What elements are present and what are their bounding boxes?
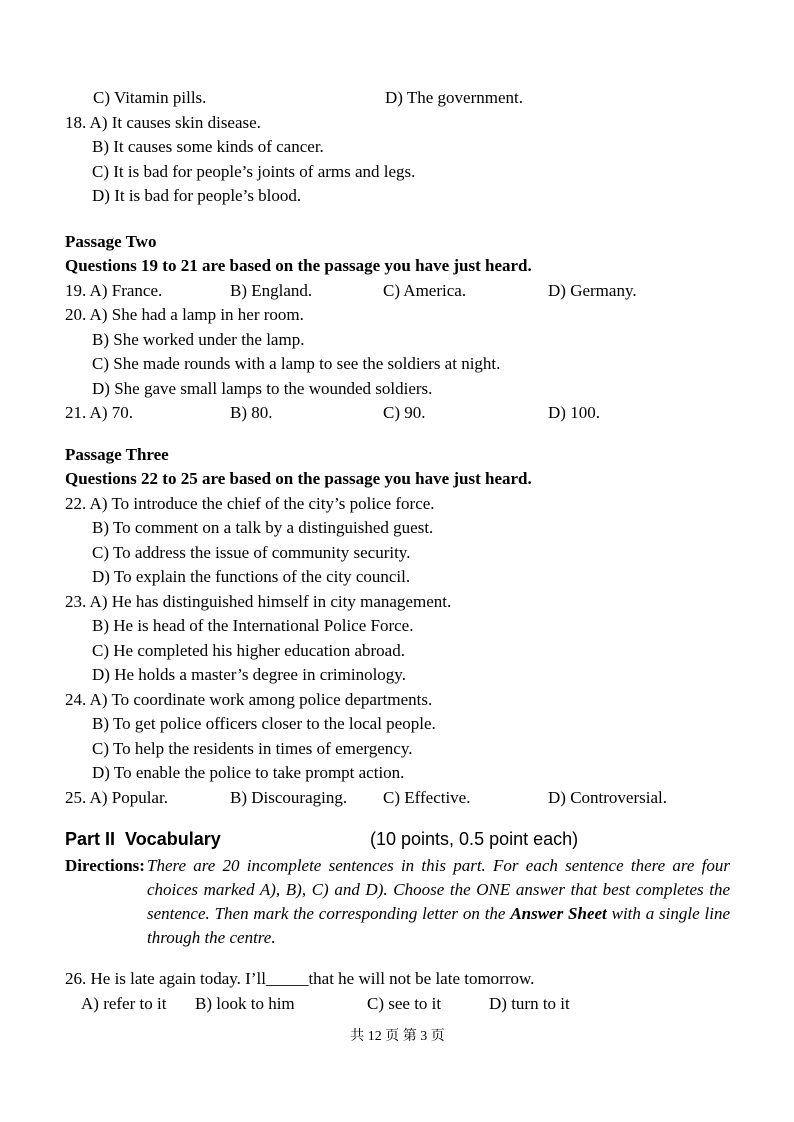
question-20-option-c: C) She made rounds with a lamp to see the soldiers at night.	[92, 354, 501, 373]
question-18-option-b: B) It causes some kinds of cancer.	[92, 137, 324, 156]
question-23-stem: 23. A) He has distinguished himself in city management.	[65, 591, 452, 611]
question-20-option-d: D) She gave small lamps to the wounded soldiers.	[92, 378, 433, 398]
section-gap	[65, 209, 730, 230]
question-21-row	[65, 401, 730, 426]
question-22-option-c: C) To address the issue of community security.	[92, 542, 411, 562]
directions-answer-sheet: Answer Sheet	[510, 904, 607, 923]
question-18-option-d: D) It is bad for people’s blood.	[92, 186, 302, 205]
question-25-option-c: C) Effective.	[383, 787, 471, 807]
question-25-option-d: D) Controversial.	[548, 787, 667, 807]
question-20-option-b: B) She worked under the lamp.	[92, 329, 305, 349]
question-25-row	[65, 786, 730, 811]
question-20-stem: 20. A) She had a lamp in her room.	[65, 305, 304, 324]
question-17-option-c: C) Vitamin pills.	[93, 88, 207, 107]
directions-text-2: with a single line through the centre.	[147, 904, 730, 947]
page-footer: 共 12 页 第 3 页	[350, 1029, 445, 1044]
directions-label: Directions:	[65, 856, 145, 875]
question-23-option-c: C) He completed his higher education abroad.	[92, 640, 405, 660]
question-19-row	[65, 279, 730, 304]
passage-three-intro: Questions 22 to 25 are based on the passage you have just heard.	[65, 469, 532, 488]
section-gap	[65, 810, 730, 824]
part2-title: Part II Vocabulary	[65, 829, 221, 849]
question-19-option-b: B) England.	[230, 280, 313, 300]
passage-two-intro: Questions 19 to 21 are based on the passage you have just heard.	[65, 256, 532, 275]
question-21-option-a: 21. A) 70.	[65, 403, 133, 422]
question-17-options-row	[65, 86, 730, 111]
question-17-option-d: D) The government.	[385, 88, 524, 107]
question-26-option-d: D) turn to it	[489, 993, 570, 1013]
question-22-stem: 22. A) To introduce the chief of the city’s police force.	[65, 493, 435, 513]
question-18-option-c: C) It is bad for people’s joints of arms and legs.	[92, 161, 416, 181]
question-22-option-b: B) To comment on a talk by a distinguished guest.	[92, 518, 434, 537]
section-gap	[65, 950, 730, 967]
question-26-option-c: C) see to it	[367, 993, 442, 1013]
part2-directions	[65, 854, 730, 950]
question-24-stem: 24. A) To coordinate work among police departments.	[65, 689, 433, 709]
question-26-options-row	[65, 992, 730, 1017]
question-19-option-d: D) Germany.	[548, 280, 637, 300]
question-24-option-c: C) To help the residents in times of emergency.	[92, 738, 413, 758]
section-gap	[65, 1016, 730, 1027]
question-25-option-b: B) Discouraging.	[230, 787, 348, 807]
part2-points: (10 points, 0.5 point each)	[370, 829, 579, 849]
question-21-option-b: B) 80.	[230, 403, 273, 422]
passage-two-title: Passage Two	[65, 231, 157, 251]
question-26-option-b: B) look to him	[195, 993, 295, 1013]
question-18-stem: 18. A) It causes skin disease.	[65, 112, 261, 132]
question-21-option-d: D) 100.	[548, 403, 600, 422]
question-21-option-c: C) 90.	[383, 403, 426, 422]
question-23-option-b: B) He is head of the International Police Force.	[92, 616, 414, 635]
passage-three-title: Passage Three	[65, 444, 169, 464]
question-24-option-b: B) To get police officers closer to the local people.	[92, 714, 436, 733]
part2-heading-row	[65, 824, 730, 854]
question-24-option-d: D) To enable the police to take prompt action.	[92, 763, 405, 782]
question-22-option-d: D) To explain the functions of the city council.	[92, 567, 411, 586]
directions-text-1: There are 20 incomplete sentences in this part. For each sentence there are four choices marked A), B), C) and D). Choose the ONE answer that best completes the sentence. Then mark the corresponding letter on the	[147, 856, 730, 923]
question-23-option-d: D) He holds a master’s degree in criminology.	[92, 665, 406, 684]
question-19-option-c: C) America.	[383, 280, 467, 300]
question-26-stem: 26. He is late again today. I’ll_____that he will not be late tomorrow.	[65, 969, 535, 988]
question-25-option-a: 25. A) Popular.	[65, 787, 168, 807]
section-gap	[65, 426, 730, 443]
question-26-option-a: A) refer to it	[81, 993, 167, 1013]
question-19-option-a: 19. A) France.	[65, 280, 163, 300]
